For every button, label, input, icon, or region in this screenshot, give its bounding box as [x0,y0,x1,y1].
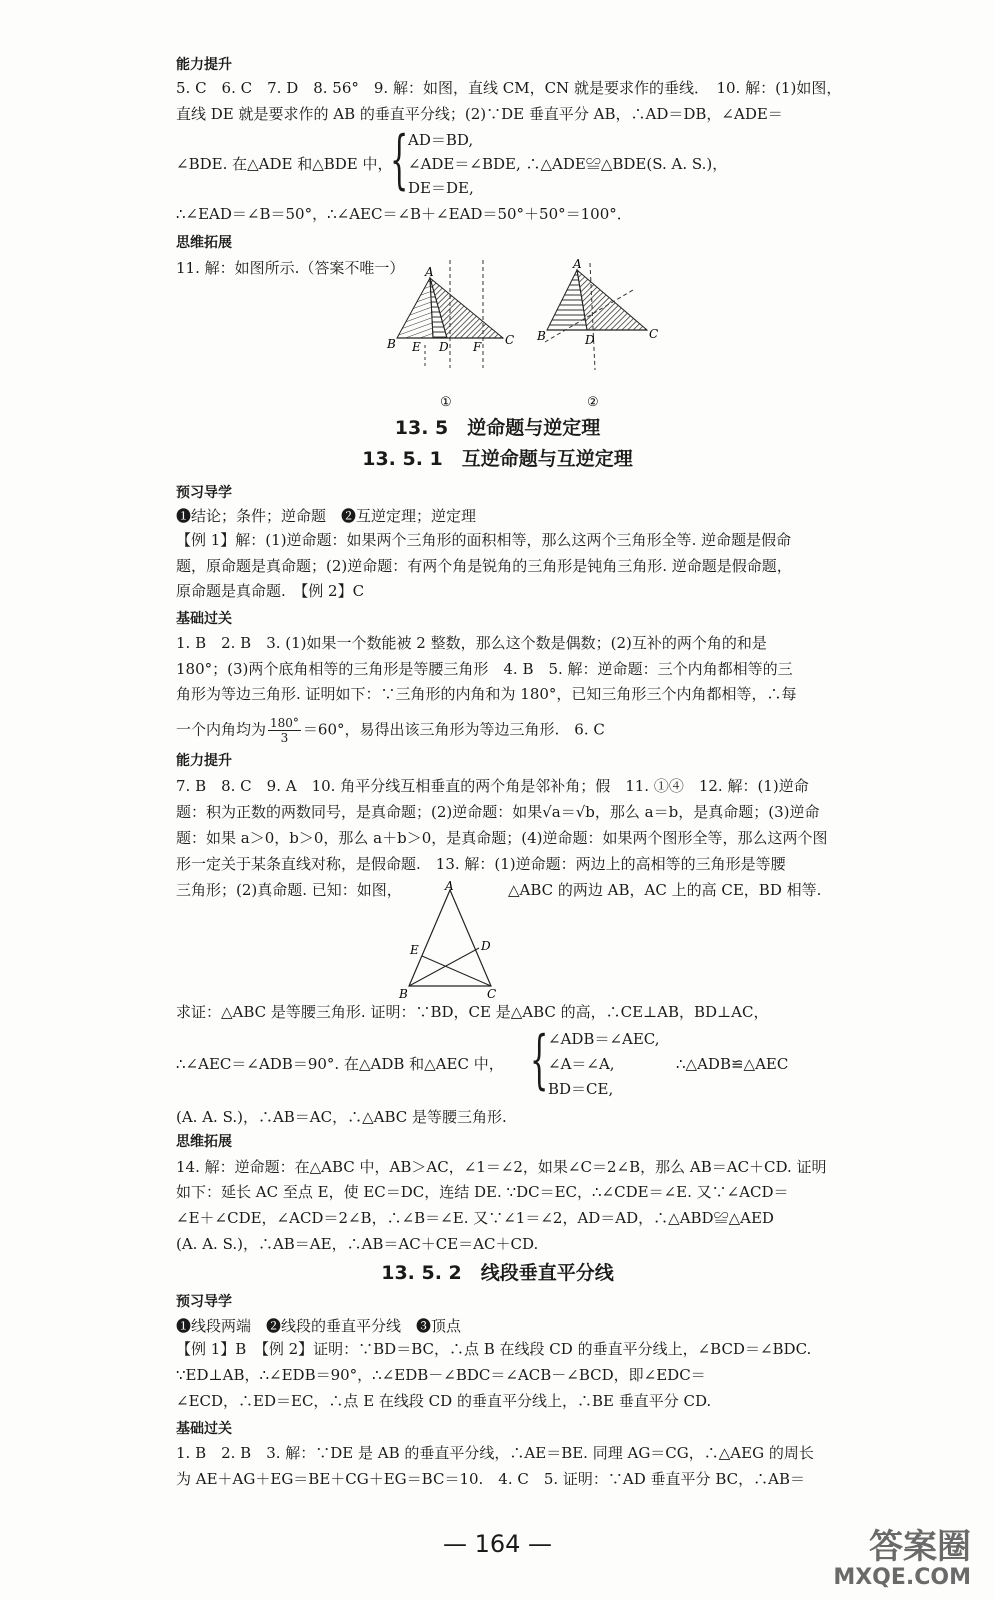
text-line: ∠ECD，∴ED＝EC，∴点 E 在线段 CD 的垂直平分线上，∴BE 垂直平分 CD. [176,1392,712,1410]
brace-line: ∠ADE＝∠BDE, ∴△ADE≌△BDE(S. A. S.)， [408,155,728,173]
text-line: ∠BDE. 在△ADE 和△BDE 中， [176,155,393,173]
label-C: C [487,987,497,1000]
label-C: C [505,333,515,347]
brace-line: DE＝DE, [408,179,474,197]
text-line: 原命题是真命题. 【例 2】C [176,582,365,600]
label-B: B [537,329,546,343]
text-line: 1. B 2. B 3. 解：∵DE 是 AB 的垂直平分线，∴AE＝BE. 同理 AG＝CG，∴△AEG 的周长 [176,1444,814,1462]
brace-symbol: { [390,123,409,197]
brace-line: ∠A＝∠A, [548,1055,615,1073]
label-F: F [473,340,482,354]
label-B: B [399,987,408,1000]
triangle-figure-2 [535,258,675,408]
section-heading: 思维拓展 [176,1134,232,1150]
text-line: ∵ED⊥AB，∴∠EDB＝90°，∴∠EDB－∠BDC＝∠ACB－∠BCD，即∠EDC＝ [176,1366,706,1384]
text-line: 角形为等边三角形. 证明如下：∵三角形的内角和为 180°，已知三角形三个内角都相等，∴每 [176,685,797,703]
brace-symbol: { [530,1023,549,1097]
section-heading: 能力提升 [176,57,232,73]
text-line: ∴△ADB≌△AEC [676,1055,789,1073]
text-line: 7. B 8. C 9. A 10. 角平分线互相垂直的两个角是邻补角；假 11. ①④ 12. 解：(1)逆命 [176,777,809,795]
section-heading: 能力提升 [176,753,232,769]
label-C: C [649,327,659,341]
text-line: 题，原命题是真命题；(2)逆命题：有两个角是锐角的三角形是钝角三角形. 逆命题是假命题， [176,557,792,575]
fraction-denominator: 3 [280,731,289,745]
label-D: D [585,333,595,347]
text-line [176,716,605,745]
label-D: D [439,340,449,354]
subsection-title: 13. 5. 1 互逆命题与互逆定理 [362,448,633,470]
label-E: E [410,943,419,957]
text-line: 【例 1】解：(1)逆命题：如果两个三角形的面积相等，那么这两个三角形全等. 逆命题是假命 [176,531,792,549]
text-line: 1. B 2. B 3. (1)如果一个数能被 2 整数，那么这个数是偶数；(2)互补的两个角的和是 [176,634,767,652]
section-heading: 基础过关 [176,1421,232,1437]
text-line: 三角形；(2)真命题. 已知：如图， [176,881,402,899]
figure-number: ① [440,395,452,410]
text-line: 形一定关于某条直线对称，是假命题. 13. 解：(1)逆命题：两边上的高相等的三角形是等腰 [176,855,786,873]
label-D: D [481,939,491,953]
text-span: 一个内角均为 [176,720,267,739]
figure-number: ② [587,395,599,408]
text-line: △ABC 的两边 AB，AC 上的高 CE，BD 相等. [508,881,822,899]
text-line: 180°；(3)两个底角相等的三角形是等腰三角形 4. B 5. 解：逆命题：三个内角都相等的三 [176,660,793,678]
fraction-numerator: 180° [270,716,299,730]
text-line: 直线 DE 就是要求作的 AB 的垂直平分线；(2)∵DE 垂直平分 AB，∴AD＝DB，∠ADE＝ [176,105,783,123]
text-line: 题：积为正数的两数同号，是真命题；(2)逆命题：如果√a＝√b，那么 a＝b，是真命题；(3)逆命 [176,803,820,821]
section-title: 13. 5 逆命题与逆定理 [394,417,601,439]
text-line: 题：如果 a＞0，b＞0，那么 a＋b＞0，是真命题；(4)逆命题：如果两个图形全等，那么这两个图 [176,829,828,847]
text-line: 11. 解：如图所示.（答案不唯一） [176,259,405,277]
isosceles-triangle-figure [395,880,505,1000]
text-line: 5. C 6. C 7. D 8. 56° 9. 解：如图，直线 CM，CN 就是要求作的垂线． 10. 解：(1)如图， [176,79,842,97]
text-line: 14. 解：逆命题：在△ABC 中，AB＞AC，∠1＝∠2，如果∠C＝2∠B，那么 AB＝AC＋CD. 证明 [176,1158,827,1176]
section-heading: 思维拓展 [176,235,232,251]
text-line: 为 AE＋AG＋EG＝BE＋CG＋EG＝BC＝10. 4. C 5. 证明：∵AD 垂直平分 BC，∴AB＝ [176,1470,805,1488]
watermark-url: MXQE.COM [833,1565,971,1590]
watermark-text: 答案圈 [869,1527,971,1567]
triangle-figure-1 [385,260,525,410]
section-heading: 预习导学 [176,485,232,501]
text-line: (A. A. S.)，∴AB＝AC，∴△ABC 是等腰三角形. [176,1108,507,1126]
text-line: ∴∠AEC＝∠ADB＝90°. 在△ADB 和△AEC 中， [176,1055,504,1073]
brace-line: ∠ADB＝∠AEC, [548,1030,660,1048]
page-number: — 164 — [442,1530,553,1558]
text-span: ＝60°，易得出该三角形为等边三角形. 6. C [302,720,605,739]
fraction [268,716,301,745]
label-B: B [387,337,396,351]
brace-line: BD＝CE, [548,1080,614,1098]
section-heading: 预习导学 [176,1294,232,1310]
label-A: A [445,880,454,893]
text-line: ∠E＋∠CDE，∠ACD＝2∠B，∴∠B＝∠E. 又∵∠1＝∠2，AD＝AD，∴△ABD≌△AED [176,1209,774,1227]
subsection-title: 13. 5. 2 线段垂直平分线 [381,1262,614,1284]
label-E: E [412,340,421,354]
text-line: ❶结论；条件；逆命题 ❷互逆定理；逆定理 [176,507,477,525]
watermark-logo [833,1528,971,1590]
text-line: 如下：延长 AC 至点 E，使 EC＝DC，连结 DE. ∵DC＝EC，∴∠CDE＝∠E. 又∵∠ACD＝ [176,1183,789,1201]
text-line: (A. A. S.)，∴AB＝AE，∴AB＝AC＋CE＝AC＋CD. [176,1235,539,1253]
text-line: 【例 1】B 【例 2】证明：∵BD＝BC，∴点 B 在线段 CD 的垂直平分线上，∠BCD＝∠BDC. [176,1340,812,1358]
text-line: ❶线段两端 ❷线段的垂直平分线 ❸顶点 [176,1317,462,1335]
section-heading: 基础过关 [176,611,232,627]
brace-line: AD＝BD, [408,131,474,149]
text-line: 求证：△ABC 是等腰三角形. 证明：∵BD，CE 是△ABC 的高，∴CE⊥AB，BD⊥AC， [176,1003,769,1021]
text-line: ∴∠EAD＝∠B＝50°，∴∠AEC＝∠B＋∠EAD＝50°＋50°＝100°． [176,205,632,223]
label-A: A [573,258,582,271]
label-A: A [425,265,434,279]
